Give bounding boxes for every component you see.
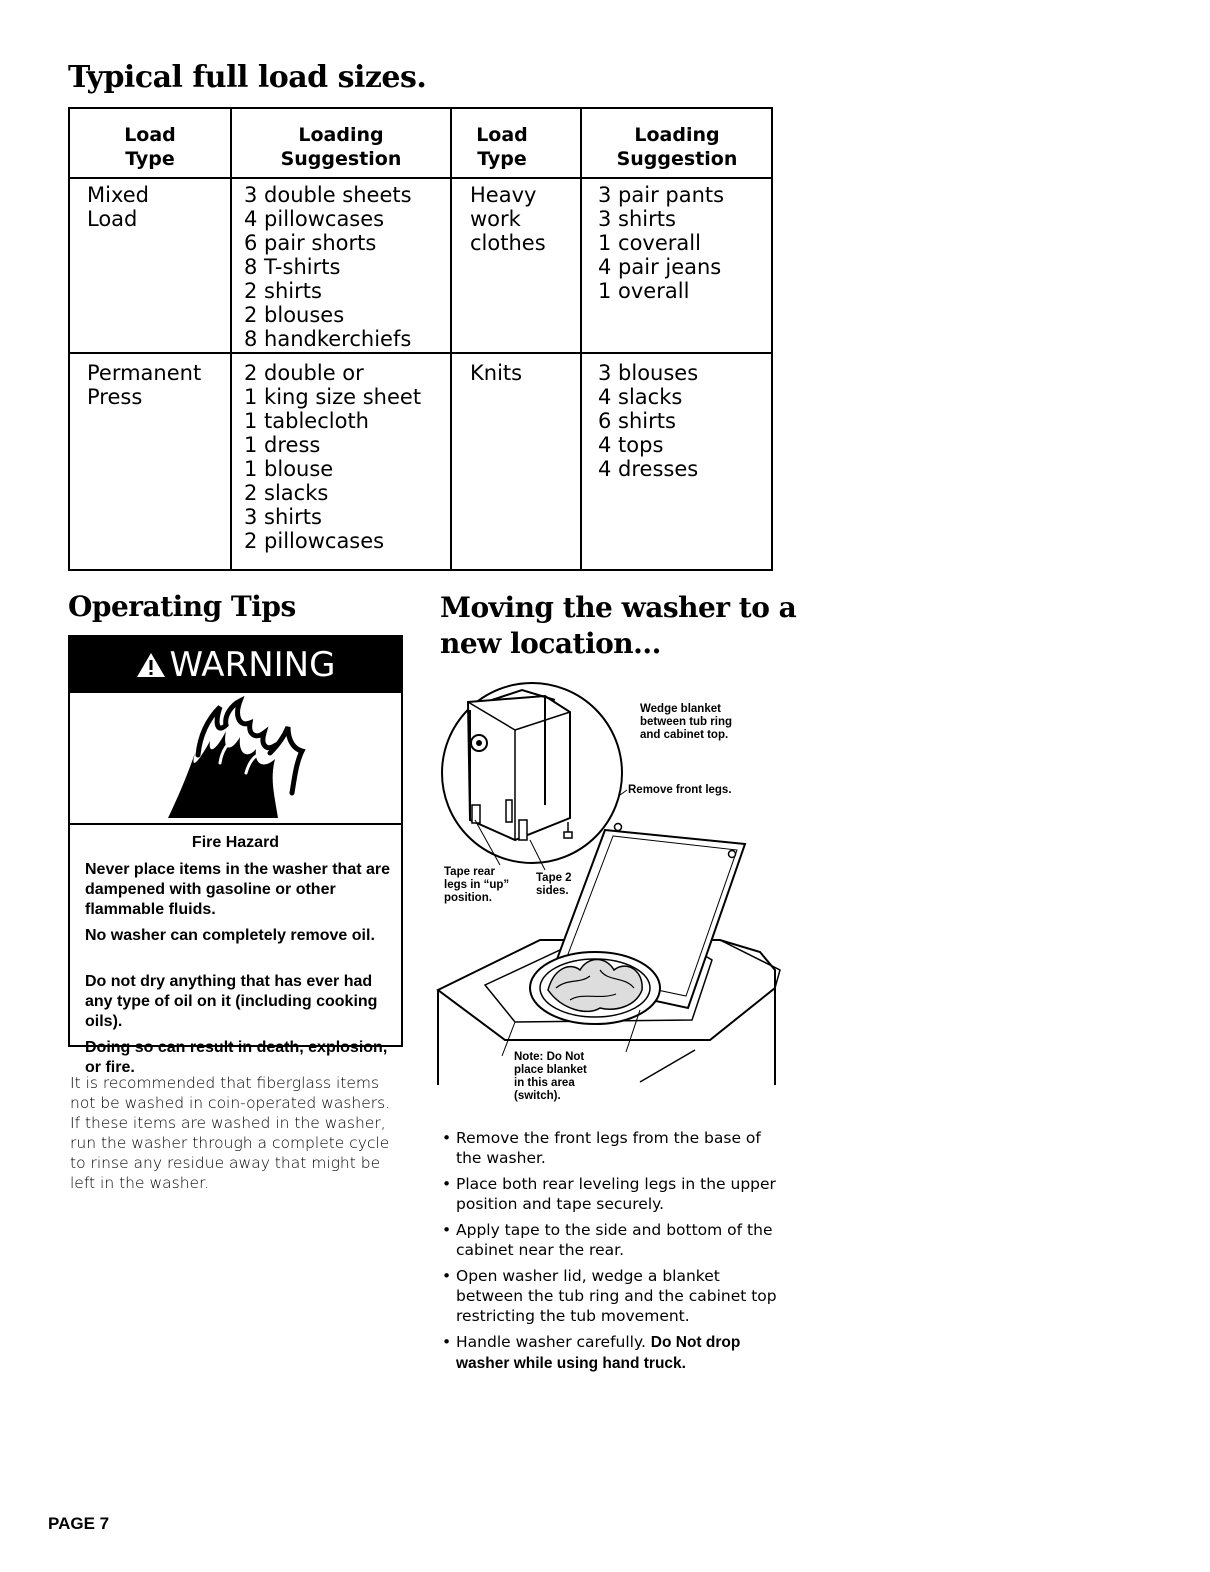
tape-rear-legs-callout: Tape rear legs in “up” position. [444, 866, 510, 904]
warning-label: WARNING [169, 645, 336, 685]
tape-sides-callout: Tape 2 sides. [536, 872, 572, 897]
warning-banner [70, 637, 401, 693]
header-load-type-2: Load Type [476, 124, 528, 170]
warning-text-area [70, 823, 401, 1076]
load-size-table [68, 107, 773, 571]
flame-icon-area [70, 693, 401, 823]
warning-paragraph: Do not dry anything that has ever had any type of oil on it (including cooking oils). [85, 973, 378, 1030]
warning-paragraph: Doing so can result in death, explosion, or fire. [85, 1039, 388, 1076]
cell-loading-suggestion: 3 double sheets 4 pillowcases 6 pair shorts 8 T-shirts 2 shirts 2 blouses 8 handkerchiefs [244, 183, 412, 351]
hazard-title: Fire Hazard [191, 834, 280, 851]
cell-load-type: Knits [470, 361, 523, 385]
list-item: • Apply tape to the side and bottom of the cabinet near the rear. [440, 1220, 785, 1260]
list-item: • Handle washer carefully. Do Not drop washer while using hand truck. [440, 1332, 785, 1374]
fiberglass-note: It is recommended that fiberglass items not be washed in coin-operated washers. If these items are washed in the washer, run the washer through a complete cycle to rinse any residue away that might be left in the washer. [70, 1074, 391, 1192]
blanket-placement-note-callout: Note: Do Not place blanket in this area (switch). [514, 1051, 587, 1102]
warning-triangle-icon [136, 651, 166, 679]
list-item: • Place both rear leveling legs in the upper position and tape securely. [440, 1174, 785, 1214]
moving-steps-list [440, 1128, 785, 1380]
wedge-blanket-callout: Wedge blanket between tub ring and cabinet top. [640, 703, 732, 741]
list-item: • Open washer lid, wedge a blanket between the tub ring and the cabinet top restricting the tub movement. [440, 1266, 785, 1326]
moving-heading: Moving the washer to a new location... [440, 591, 797, 660]
cell-loading-suggestion: 3 blouses 4 slacks 6 shirts 4 tops 4 dresses [598, 361, 699, 481]
warning-paragraph: Never place items in the washer that are dampened with gasoline or other flammable fluids. [85, 861, 391, 918]
flame-icon [70, 693, 405, 823]
warning-paragraph: No washer can completely remove oil. [85, 927, 375, 944]
page-number: PAGE 7 [48, 1514, 110, 1533]
cell-load-type: Permanent Press [87, 361, 202, 409]
step-emphasis: Do Not drop washer while using hand truck. [456, 1334, 741, 1372]
header-loading-suggestion-1: Loading Suggestion [280, 124, 402, 170]
operating-tips-heading: Operating Tips [68, 590, 296, 623]
page-title: Typical full load sizes. [68, 60, 427, 95]
header-loading-suggestion-2: Loading Suggestion [616, 124, 738, 170]
fire-hazard-warning-box [68, 635, 403, 1076]
list-item: • Remove the front legs from the base of the washer. [440, 1128, 785, 1168]
cell-load-type: Heavy work clothes [470, 183, 546, 255]
cell-loading-suggestion: 3 pair pants 3 shirts 1 coverall 4 pair jeans 1 overall [598, 183, 725, 303]
remove-front-legs-callout: Remove front legs. [628, 784, 732, 796]
cell-load-type: Mixed Load [87, 183, 149, 231]
cell-loading-suggestion: 2 double or 1 king size sheet 1 tablecloth 1 dress 1 blouse 2 slacks 3 shirts 2 pillowcases [244, 361, 422, 553]
header-load-type-1: Load Type [124, 124, 176, 170]
